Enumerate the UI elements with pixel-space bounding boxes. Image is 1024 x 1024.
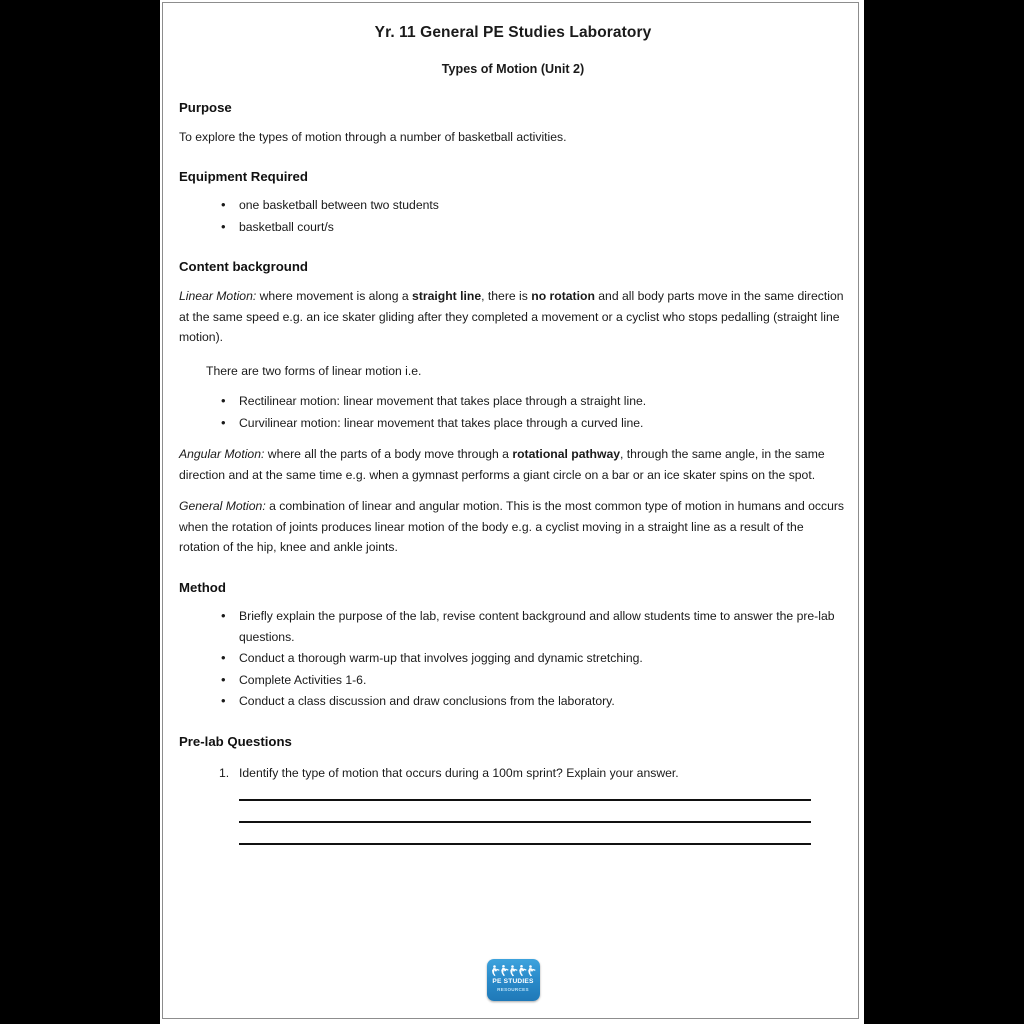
angular-motion-label: Angular Motion: — [179, 447, 265, 462]
prelab-question-list — [179, 763, 847, 784]
linear-motion-paragraph — [179, 286, 847, 348]
equipment-list — [179, 195, 847, 237]
linear-forms-intro: There are two forms of linear motion i.e. — [206, 363, 422, 378]
page-content — [179, 15, 847, 1005]
page-subtitle: Types of Motion (Unit 2) — [441, 62, 585, 77]
heading-equipment-required: Equipment Required — [179, 169, 308, 185]
method-item-label: Complete Activities 1-6. — [239, 672, 367, 687]
heading-method: Method — [179, 579, 226, 595]
page-title: Yr. 11 General PE Studies Laboratory — [374, 24, 652, 41]
method-item-label: Conduct a thorough warm-up that involves jogging and dynamic stretching. — [239, 651, 643, 666]
athlete-silhouettes-icon — [490, 964, 536, 977]
general-motion-text-1: a combination of linear and angular motion. This is the most common type of motion in humans and occurs when the rotation of joints produces linear motion of the body e.g. a cyclist moving in a straight line as a result of the rotation of the hip, knee and ankle joints. — [179, 499, 845, 555]
method-item-label: Briefly explain the purpose of the lab, revise content background and allow students time to answer the pre-lab questions. — [239, 609, 835, 644]
prelab-question-label: Identify the type of motion that occurs during a 100m sprint? Explain your answer. — [239, 765, 679, 780]
linear-motion-label: Linear Motion: — [179, 289, 257, 304]
form-item-rectilinear: Rectilinear motion: linear movement that takes place through a straight line. — [239, 394, 647, 409]
angular-motion-emphasis-rotational-pathway: rotational pathway — [512, 447, 621, 462]
form-item-curvilinear: Curvilinear motion: linear movement that takes place through a curved line. — [239, 415, 644, 430]
list-item — [179, 217, 847, 238]
pe-studies-resources-logo — [487, 959, 540, 1001]
list-item — [179, 391, 847, 412]
equipment-item-label: basketball court/s — [239, 219, 334, 234]
linear-motion-emphasis-straight-line: straight line — [412, 289, 482, 304]
answer-line[interactable] — [239, 799, 811, 801]
heading-content-background: Content background — [179, 259, 308, 275]
list-item — [179, 648, 847, 669]
logo-name-text: PE STUDIES — [492, 978, 534, 985]
purpose-text: To explore the types of motion through a number of basketball activities. — [179, 129, 567, 144]
general-motion-paragraph — [179, 496, 847, 558]
angular-motion-text-1: where all the parts of a body move through a — [264, 447, 513, 462]
footer-logo-container — [179, 959, 847, 1001]
linear-motion-text-3: and all body parts move in the same direction at the same speed e.g. an ice skater gliding after they completed a movement or a cyclist who stops pedalling (straight line motion). — [179, 289, 844, 345]
list-item — [179, 413, 847, 434]
answer-line[interactable] — [239, 843, 811, 845]
equipment-item-label: one basketball between two students — [239, 198, 439, 213]
list-item — [179, 606, 847, 647]
heading-prelab-questions: Pre-lab Questions — [179, 733, 292, 749]
answer-lines-group — [179, 799, 847, 845]
list-item — [179, 763, 847, 784]
answer-line[interactable] — [239, 821, 811, 823]
linear-motion-emphasis-no-rotation: no rotation — [531, 289, 595, 304]
method-item-label: Conduct a class discussion and draw conclusions from the laboratory. — [239, 694, 615, 709]
list-item — [179, 691, 847, 712]
list-item — [179, 195, 847, 216]
list-item — [179, 670, 847, 691]
document-page — [162, 2, 859, 1019]
general-motion-label: General Motion: — [179, 499, 266, 514]
logo-subtitle-text: RESOURCES — [497, 987, 529, 993]
linear-motion-text-2: , there is — [481, 289, 532, 304]
linear-motion-forms-list — [179, 391, 847, 433]
angular-motion-text-2: , through the same angle, in the same direction and at the same time e.g. when a gymnast performs a giant circle on a bar or an ice skater spins on the spot. — [179, 447, 825, 482]
angular-motion-paragraph — [179, 444, 847, 485]
method-list — [179, 606, 847, 712]
heading-purpose: Purpose — [179, 99, 232, 115]
linear-motion-text-1: where movement is along a — [256, 289, 413, 304]
